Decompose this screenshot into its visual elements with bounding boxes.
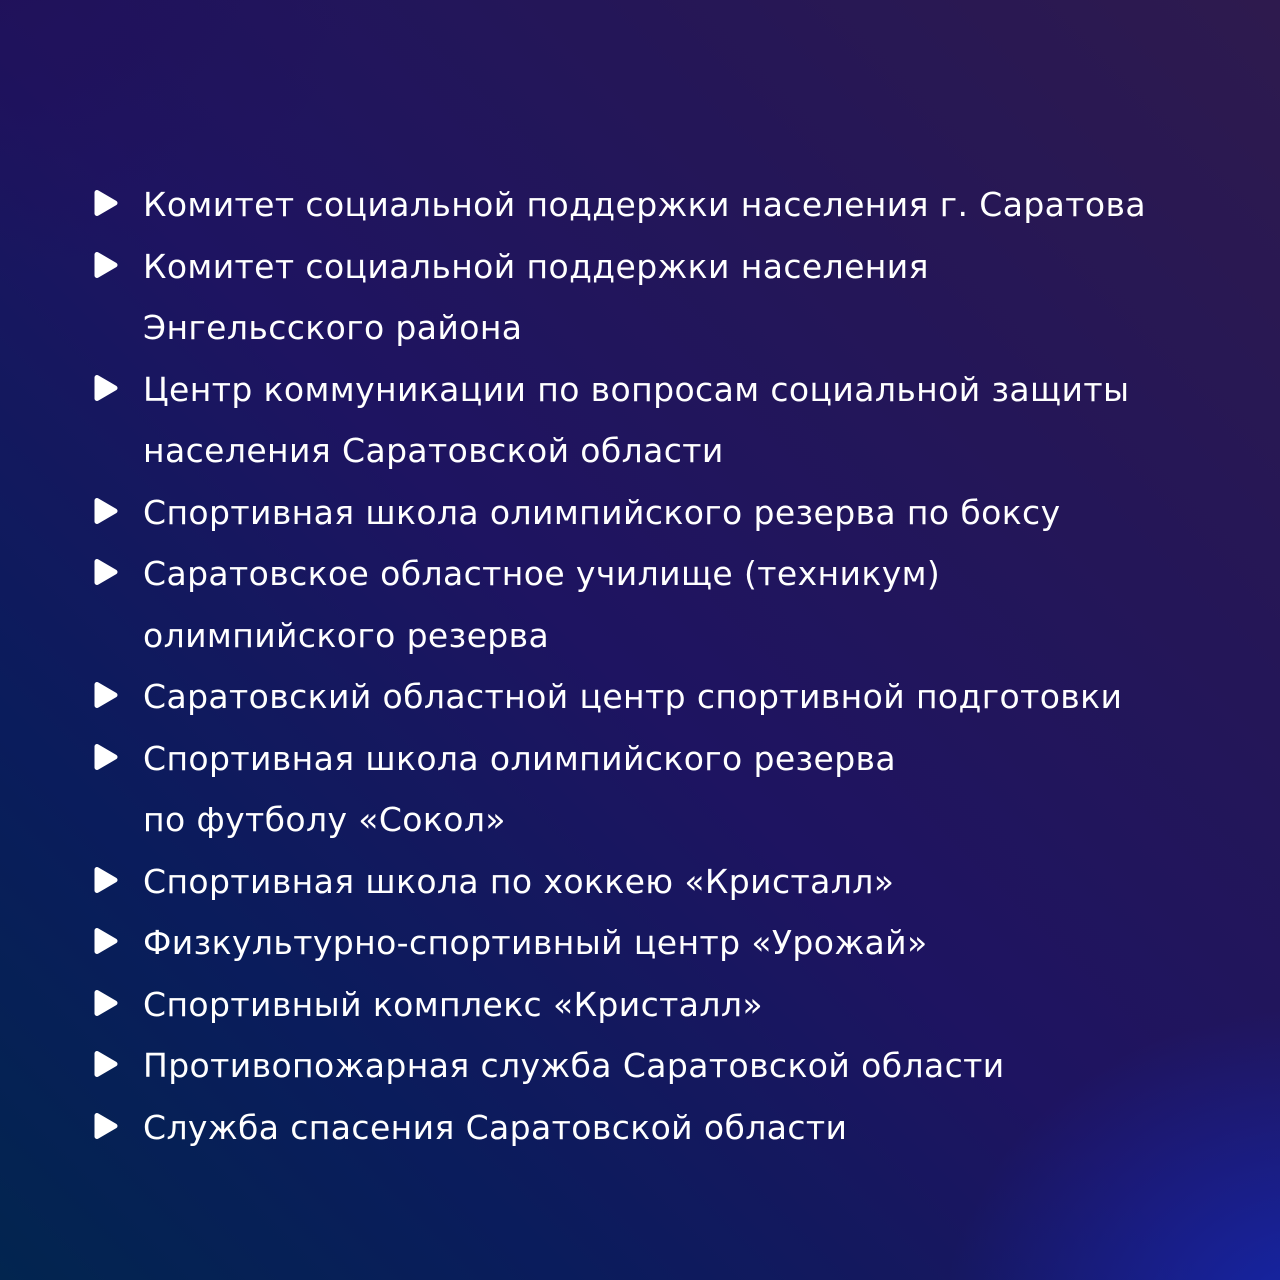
triangle-bullet-icon xyxy=(93,557,119,587)
triangle-bullet-icon xyxy=(93,1111,119,1141)
list-item-line: Физкультурно-спортивный центр «Урожай» xyxy=(143,923,928,962)
list-item-line: Спортивный комплекс «Кристалл» xyxy=(143,984,763,1024)
list-item xyxy=(93,1097,1146,1159)
list-item xyxy=(93,236,1146,359)
list-item-line: Саратовский областной центр спортивной подготовки xyxy=(143,677,1123,716)
list-item-line: населения Саратовской области xyxy=(143,431,724,470)
list-item-line: Спортивная школа олимпийского резерва xyxy=(143,738,897,778)
list-item xyxy=(93,912,1146,974)
list-item-line: по футболу «Сокол» xyxy=(143,800,506,839)
triangle-bullet-icon xyxy=(93,680,119,710)
list-item xyxy=(93,666,1146,728)
list-item-line: Комитет социальной поддержки населения г. Саратова xyxy=(143,185,1146,224)
list-item-line: Противопожарная служба Саратовской области xyxy=(143,1046,1005,1085)
triangle-bullet-icon xyxy=(93,988,119,1018)
triangle-bullet-icon xyxy=(93,373,119,403)
triangle-bullet-icon xyxy=(93,1049,119,1079)
triangle-bullet-icon xyxy=(93,865,119,895)
list-item xyxy=(93,359,1146,482)
triangle-bullet-icon xyxy=(93,250,119,280)
triangle-bullet-icon xyxy=(93,188,119,218)
triangle-bullet-icon xyxy=(93,742,119,772)
list-item xyxy=(93,851,1146,913)
triangle-bullet-icon xyxy=(93,496,119,526)
list-item xyxy=(93,482,1146,544)
list-item-line: Энгельсского района xyxy=(143,308,523,347)
list-item-line: Спортивная школа по хоккею «Кристалл» xyxy=(143,861,895,901)
list-item-line: Комитет социальной поддержки населения xyxy=(143,246,929,286)
list-item xyxy=(93,174,1146,236)
list-item-line: Саратовское областное училище (техникум) xyxy=(143,554,941,593)
list-item xyxy=(93,543,1146,666)
list-item xyxy=(93,728,1146,851)
organization-list xyxy=(93,174,1146,1158)
list-item-line: Служба спасения Саратовской области xyxy=(143,1107,848,1147)
list-item-line: Спортивная школа олимпийского резерва по боксу xyxy=(143,492,1061,532)
list-item-line: олимпийского резерва xyxy=(143,615,550,655)
list-item xyxy=(93,1035,1146,1097)
triangle-bullet-icon xyxy=(93,926,119,956)
list-item-line: Центр коммуникации по вопросам социальной защиты xyxy=(143,369,1130,409)
list-item xyxy=(93,974,1146,1036)
